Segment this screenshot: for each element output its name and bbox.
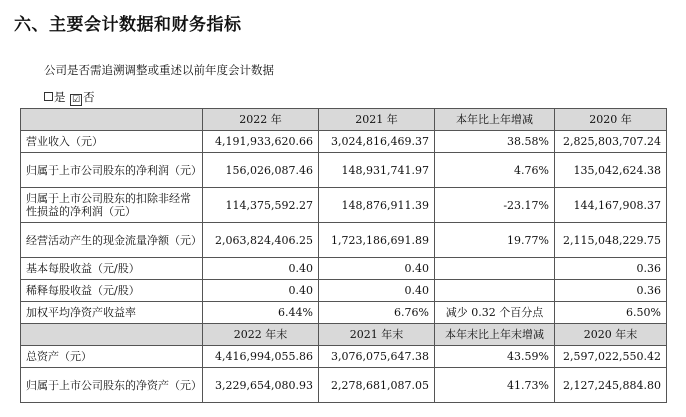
column-header: 2020 年末 [555,324,667,346]
row-label: 归属于上市公司股东的净资产（元） [21,368,203,403]
column-header: 2022 年 [203,109,319,131]
column-header: 2020 年 [555,109,667,131]
table2-header-row [21,324,667,346]
restatement-options [44,89,95,106]
row-label: 归属于上市公司股东的扣除非经常性损益的净利润（元） [21,188,203,223]
yes-checkbox[interactable] [44,92,53,101]
cell-v2020: 135,042,624.38 [555,153,667,188]
cell-change: 19.77% [435,223,555,258]
cell-v2022: 114,375,592.27 [203,188,319,223]
table-row [21,153,667,188]
cell-change: 38.58% [435,131,555,153]
table-row [21,258,667,280]
row-label: 营业收入（元） [21,131,203,153]
cell-v2020: 2,115,048,229.75 [555,223,667,258]
cell-v2021: 148,876,911.39 [319,188,435,223]
cell-v2020: 2,825,803,707.24 [555,131,667,153]
table-row [21,302,667,324]
section-heading: 六、主要会计数据和财务指标 [14,15,242,35]
column-header: 2021 年末 [319,324,435,346]
cell-v2022: 4,191,933,620.66 [203,131,319,153]
column-header: 2021 年 [319,109,435,131]
cell-change: 4.76% [435,153,555,188]
cell-v2021: 0.40 [319,258,435,280]
row-label: 基本每股收益（元/股） [21,258,203,280]
table-row [21,188,667,223]
row-label: 加权平均净资产收益率 [21,302,203,324]
cell-v2022: 0.40 [203,280,319,302]
cell-v2020: 0.36 [555,258,667,280]
no-checkbox-checked[interactable]: ☑ [72,95,81,105]
cell-v2022: 0.40 [203,258,319,280]
row-label: 归属于上市公司股东的净利润（元） [21,153,203,188]
table-row [21,280,667,302]
table-row [21,223,667,258]
table-row [21,346,667,368]
cell-v2022: 6.44% [203,302,319,324]
financial-indicators-table [20,108,667,403]
cell-v2021: 2,278,681,087.05 [319,368,435,403]
table-row [21,368,667,403]
cell-change [435,258,555,280]
cell-v2022: 4,416,994,055.86 [203,346,319,368]
column-header: 本年末比上年末增减 [435,324,555,346]
cell-v2020: 2,597,022,550.42 [555,346,667,368]
cell-v2022: 2,063,824,406.25 [203,223,319,258]
restatement-question: 公司是否需追溯调整或重述以前年度会计数据 [44,63,274,77]
cell-change: 41.73% [435,368,555,403]
cell-v2020: 0.36 [555,280,667,302]
cell-v2020: 2,127,245,884.80 [555,368,667,403]
column-header [21,109,203,131]
cell-v2021: 3,076,075,647.38 [319,346,435,368]
table-row [21,131,667,153]
column-header [21,324,203,346]
cell-v2022: 156,026,087.46 [203,153,319,188]
row-label: 稀释每股收益（元/股） [21,280,203,302]
cell-change: -23.17% [435,188,555,223]
cell-v2020: 144,167,908.37 [555,188,667,223]
row-label: 经营活动产生的现金流量净额（元） [21,223,203,258]
column-header: 本年比上年增减 [435,109,555,131]
cell-v2021: 148,931,741.97 [319,153,435,188]
cell-change: 减少 0.32 个百分点 [435,302,555,324]
cell-v2020: 6.50% [555,302,667,324]
cell-v2021: 3,024,816,469.37 [319,131,435,153]
cell-change: 43.59% [435,346,555,368]
table1-header-row [21,109,667,131]
yes-label: 是 [54,90,66,104]
cell-v2021: 0.40 [319,280,435,302]
cell-v2021: 1,723,186,691.89 [319,223,435,258]
cell-v2021: 6.76% [319,302,435,324]
cell-change [435,280,555,302]
column-header: 2022 年末 [203,324,319,346]
cell-v2022: 3,229,654,080.93 [203,368,319,403]
no-label: 否 [83,90,95,104]
row-label: 总资产（元） [21,346,203,368]
